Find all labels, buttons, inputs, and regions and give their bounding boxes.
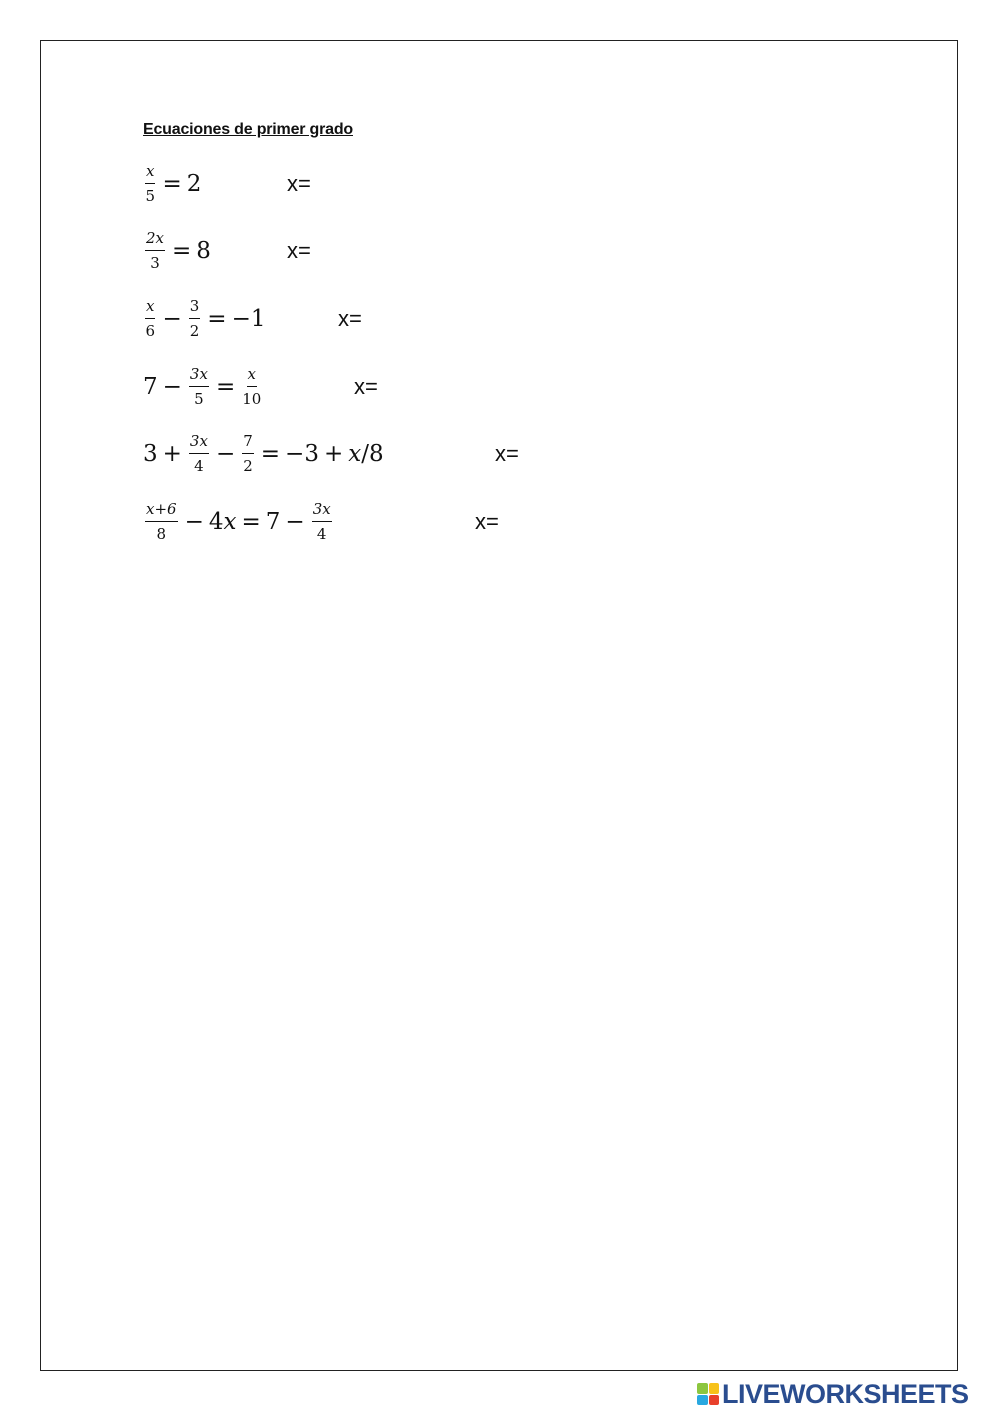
logo-text: LIVEWORKSHEETS (722, 1378, 969, 1409)
liveworksheets-logo[interactable] (697, 1380, 969, 1408)
equation-3: $\frac{x}{6}$ − $\frac{3}{2}$ = −1 (145, 297, 266, 340)
answer-label-3: x= (338, 306, 362, 331)
answer-label-5: x= (495, 441, 519, 466)
answer-label-1: x= (287, 171, 311, 196)
answer-label-6: x= (475, 509, 499, 534)
equation-4: 7 − $\frac{3x}{5}$ = $\frac{x}{10}$ (143, 365, 262, 408)
answer-label-2: x= (287, 238, 311, 263)
logo-icon (697, 1383, 719, 1405)
equation-2: $\frac{2x}{3}$ = 8 (146, 229, 211, 272)
equation-5: 3 + $\frac{3x}{4}$ − $\frac{7}{2}$ = −3 + x /8 (143, 432, 384, 475)
worksheet-title: Ecuaciones de primer grado (143, 121, 353, 138)
answer-label-4: x= (354, 374, 378, 399)
equation-1: $\frac{x}{5}$ = 2 (145, 162, 202, 205)
equation-6: $\frac{x+6}{8}$ − 4 x = 7 − $\frac{3x}{4}$ (146, 500, 331, 543)
